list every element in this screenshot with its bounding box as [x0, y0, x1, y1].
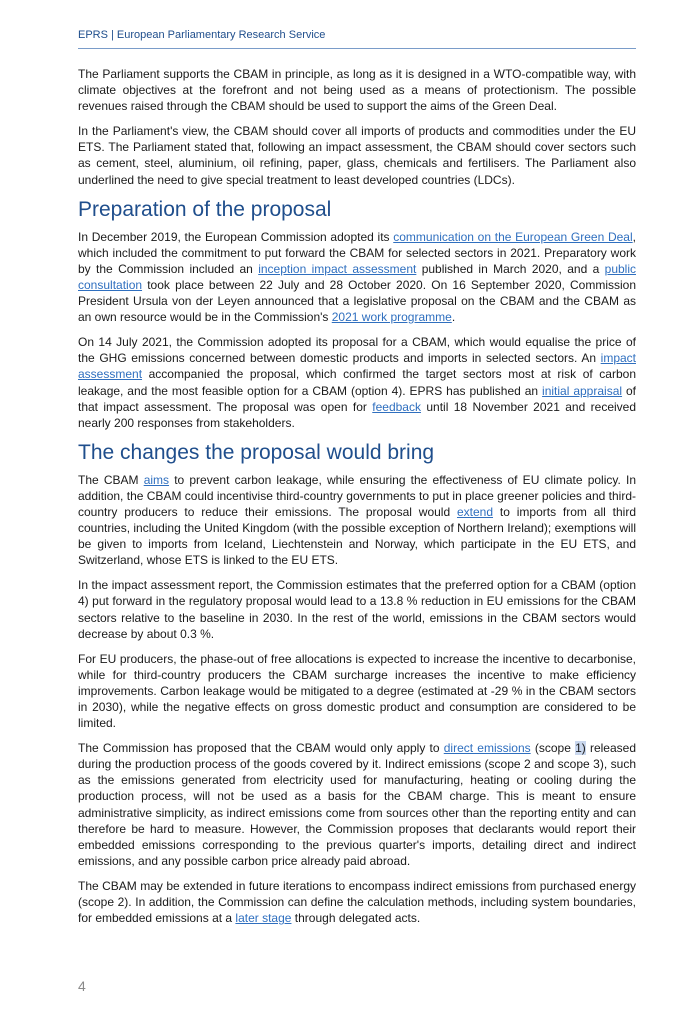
paragraph-changes-5	[78, 878, 636, 926]
text-run: released during the production process of the goods covered by it. Indirect emissions (scope 2 and scope 3), such as the emissions generated from electricity used for manufacturing, heating or cooling during the production process, will not be used as a basis for the CBAM charge. This is meant to ensure administrative simplicity, as indirect emissions come from sources other than the reporting entity and can therefore be hard to measure. However, the Commission proposes that declarants would report their embedded emissions corresponding to the previous quarter's imports, detailing direct and indirect emissions, and any possible carbon price already paid abroad.	[78, 741, 637, 868]
header-divider	[78, 48, 636, 49]
document-body	[78, 66, 636, 935]
link-public-consultation[interactable]: public consultation	[78, 261, 636, 292]
link-aims[interactable]: aims	[143, 472, 170, 487]
paragraph-changes-4	[78, 740, 636, 869]
text-run: The Commission has proposed that the CBAM would only apply to	[78, 741, 444, 756]
text-run: In December 2019, the European Commission adopted its	[78, 229, 394, 244]
paragraph-parliament-support: The Parliament supports the CBAM in principle, as long as it is designed in a WTO-compatible way, with climate objectives at the forefront and not being used as a means of protectionism. The possible revenues raised through the CBAM should be used to support the aims of the Green Deal.	[78, 67, 636, 114]
text-run: until 18 November 2021 and received nearly 200 responses from stakeholders.	[78, 399, 637, 430]
text-run: accompanied the proposal, which confirmed the target sectors most at risk of carbon leakage, and the most feasible option for a CBAM (option 4). EPRS has published an	[78, 367, 636, 398]
paragraph-preparation-2	[78, 334, 636, 431]
link-initial-appraisal[interactable]: initial appraisal	[542, 383, 623, 398]
link-green-deal-communication[interactable]: communication on the European Green Deal	[393, 229, 633, 244]
link-extend[interactable]: extend	[456, 504, 494, 519]
text-run: The CBAM	[78, 472, 144, 487]
text-run: On 14 July 2021, the Commission adopted its proposal for a CBAM, which would equalise the price of the GHG emissions concerned between domestic products and imports in selected sectors. An	[78, 335, 636, 366]
link-2021-work-programme[interactable]: 2021 work programme	[331, 310, 452, 325]
text-run: of that impact assessment. The proposal was open for	[78, 383, 636, 414]
link-inception-impact-assessment[interactable]: inception impact assessment	[258, 261, 417, 276]
text-run: .	[451, 310, 456, 325]
text-run: through delegated acts.	[291, 911, 421, 926]
paragraph-changes-3: For EU producers, the phase-out of free allocations is expected to increase the incentive to decarbonise, while for third-country producers the CBAM surcharge increases the incentive to make efficiency improvements. Carbon leakage would be mitigated to a degree (estimated at -29 % in the CBAM sectors in 2030), while the negative effects on gross domestic product and consumption are considered to be limited.	[78, 651, 636, 731]
text-run: (scope	[530, 741, 576, 756]
text-run: published in March 2020, and a	[416, 261, 605, 276]
text-run: The CBAM may be extended in future iterations to encompass indirect emissions from purchased energy (scope 2). In addition, the Commission can define the calculation methods, including system boundaries, for embedded emissions at a	[78, 878, 636, 926]
text-run: to imports from all third countries, including the United Kingdom (with the possible exception of Northern Ireland); exemptions will be given to imports from Iceland, Liechtenstein and Norway, which participate in the EU ETS, and Switzerland, whose ETS is linked to the EU ETS.	[78, 504, 636, 568]
selected-text-highlight: 1)	[575, 741, 586, 756]
text-run: took place between 22 July and 28 October 2020. On 16 September 2020, Commission President Ursula von der Leyen announced that a legislative proposal on the CBAM and the CBAM as an own resource would be in the Commission's	[78, 277, 636, 325]
text-run: , which included the commitment to put forward the CBAM for selected sectors in 2021. Preparatory work by the Commission included an	[78, 229, 636, 276]
link-impact-assessment[interactable]: impact assessment	[78, 351, 636, 382]
page-number: 4	[78, 978, 86, 994]
link-later-stage[interactable]: later stage	[235, 911, 292, 926]
heading-preparation-of-proposal: Preparation of the proposal	[78, 197, 332, 221]
running-header: EPRS | European Parliamentary Research Service	[78, 29, 326, 41]
heading-changes-proposal-would-bring: The changes the proposal would bring	[78, 440, 435, 464]
paragraph-changes-2: In the impact assessment report, the Commission estimates that the preferred option for a CBAM (option 4) put forward in the regulatory proposal would lead to a 13.8 % reduction in EU emissions for the CBAM sectors relative to the baseline in 2030. In the rest of the world, emissions in the CBAM sectors would decrease by about 0.3 %.	[78, 578, 636, 641]
paragraph-parliament-view: In the Parliament's view, the CBAM should cover all imports of products and commodities under the EU ETS. The Parliament stated that, following an impact assessment, the CBAM should cover sectors such as cement, steel, aluminium, oil refining, paper, glass, chemicals and fertilisers. The Parliament also underlined the need to give special treatment to least developed countries (LDCs).	[78, 124, 636, 187]
text-run: to prevent carbon leakage, while ensuring the effectiveness of EU climate policy. In addition, the CBAM could incentivise third-country governments to put in place greener policies and third-country producers to reduce their emissions. The proposal would	[78, 472, 636, 519]
link-direct-emissions[interactable]: direct emissions	[443, 741, 531, 756]
paragraph-preparation-1	[78, 229, 636, 326]
paragraph-changes-1	[78, 472, 636, 569]
link-feedback[interactable]: feedback	[372, 399, 421, 414]
